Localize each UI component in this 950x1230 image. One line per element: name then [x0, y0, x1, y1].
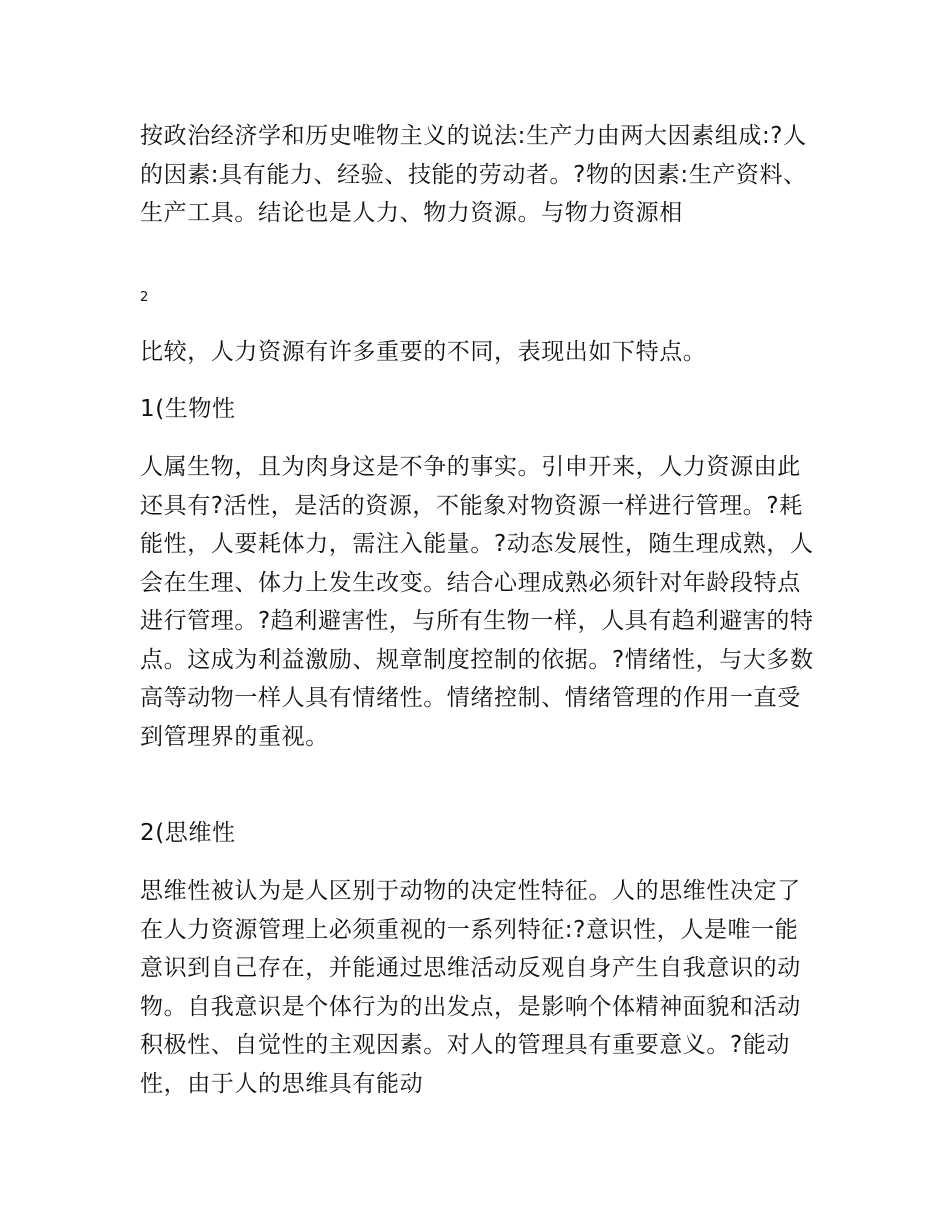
page-number: 2	[140, 290, 149, 305]
paragraph-intro: 按政治经济学和历史唯物主义的说法:生产力由两大因素组成:?人的因素:具有能力、经验、技能的劳动者。?物的因素:生产资料、生产工具。结论也是人力、物力资源。与物力资源相	[140, 123, 807, 226]
heading-thinking: 2(思维性	[140, 820, 236, 846]
paragraph-comparison: 比较，人力资源有许多重要的不同，表现出如下特点。	[140, 339, 707, 365]
heading-biological: 1(生物性	[140, 396, 236, 422]
paragraph-thinking: 思维性被认为是人区别于动物的决定性特征。人的思维性决定了在人力资源管理上必须重视的一系列特征:?意识性，人是唯一能意识到自己存在，并能通过思维活动反观自身产生自我意识的动物。自我意识是个体行为的出发点，是影响个体精神面貌和活动积极性、自觉性的主观因素。对人的管理具有重要意义。?能动性，由于人的思维具有能动	[140, 878, 801, 1097]
paragraph-biological: 人属生物，且为肉身这是不争的事实。引申开来，人力资源由此还具有?活性，是活的资源，不能象对物资源一样进行管理。?耗能性，人要耗体力，需注入能量。?动态发展性，随生理成熟，人会在生理、体力上发生改变。结合心理成熟必须针对年龄段特点进行管理。?趋利避害性，与所有生物一样，人具有趋利避害的特点。这成为利益激励、规章制度控制的依据。?情绪性，与大多数高等动物一样人具有情绪性。情绪控制、情绪管理的作用一直受到管理界的重视。	[140, 454, 814, 750]
